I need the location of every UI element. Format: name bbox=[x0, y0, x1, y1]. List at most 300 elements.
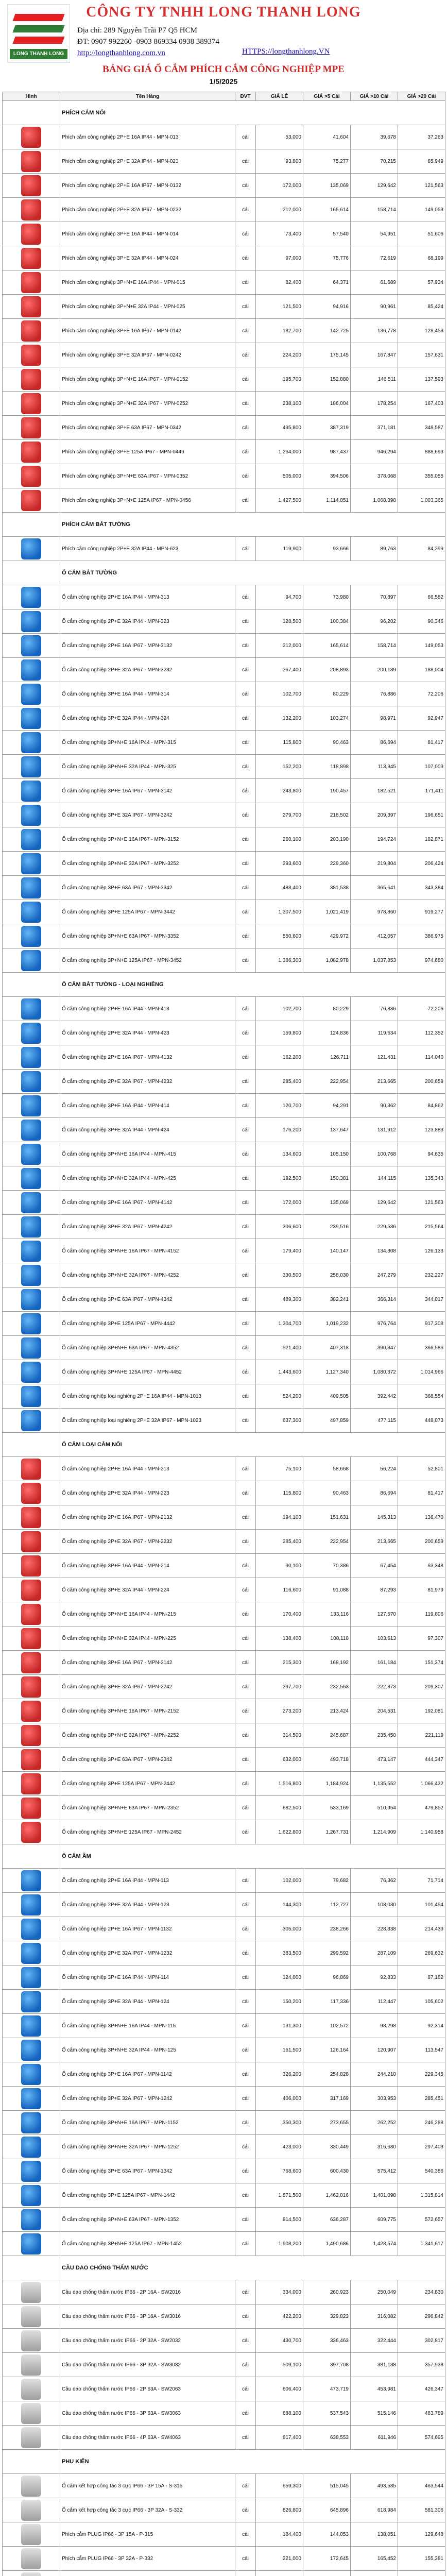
table-row bbox=[3, 1990, 445, 2014]
product-unit: cái bbox=[235, 1602, 256, 1626]
price-5: 190,457 bbox=[303, 779, 351, 803]
price-5: 533,169 bbox=[303, 1796, 351, 1820]
table-row bbox=[3, 755, 445, 779]
price-20: 1,140,958 bbox=[398, 1820, 445, 1844]
price-5: 133,116 bbox=[303, 1602, 351, 1626]
product-unit: cái bbox=[235, 174, 256, 198]
product-image-cell bbox=[3, 1675, 60, 1699]
product-image-cell bbox=[3, 2038, 60, 2062]
price-20: 81,979 bbox=[398, 1578, 445, 1602]
price-5: 80,229 bbox=[303, 997, 351, 1021]
price-10: 134,308 bbox=[351, 1239, 398, 1263]
price-5: 151,631 bbox=[303, 1505, 351, 1530]
product-name: Ổ cắm công nghiệp 3P+N+E 125A IP67 - MPN-4452 bbox=[60, 1360, 235, 1384]
product-image bbox=[21, 781, 41, 802]
price-5: 58,668 bbox=[303, 1457, 351, 1481]
price-retail: 194,100 bbox=[256, 1505, 303, 1530]
price-10: 120,907 bbox=[351, 2038, 398, 2062]
price-retail: 224,200 bbox=[256, 343, 303, 367]
price-10: 250,049 bbox=[351, 2280, 398, 2304]
price-10: 119,634 bbox=[351, 1021, 398, 1045]
product-image-cell bbox=[3, 392, 60, 416]
price-10: 90,362 bbox=[351, 1094, 398, 1118]
product-unit: cái bbox=[235, 924, 256, 948]
price-5: 90,463 bbox=[303, 731, 351, 755]
product-image bbox=[21, 2161, 41, 2182]
price-20: 302,817 bbox=[398, 2329, 445, 2353]
product-image bbox=[21, 1822, 41, 1843]
price-retail: 144,300 bbox=[256, 1893, 303, 1917]
section-row bbox=[3, 1844, 445, 1869]
table-row bbox=[3, 2135, 445, 2159]
product-unit: cái bbox=[235, 2208, 256, 2232]
product-image-cell bbox=[3, 343, 60, 367]
price-5: 222,954 bbox=[303, 1070, 351, 1094]
price-10 bbox=[351, 2571, 398, 2576]
product-image-cell bbox=[3, 2329, 60, 2353]
table-row bbox=[3, 1191, 445, 1215]
product-image bbox=[21, 199, 41, 221]
price-5: 94,916 bbox=[303, 295, 351, 319]
product-image bbox=[21, 1555, 41, 1577]
product-name: Phích cắm công nghiệp 3P+E 16A IP67 - MPN-0142 bbox=[60, 319, 235, 343]
price-5: 429,972 bbox=[303, 924, 351, 948]
product-image-cell bbox=[3, 1893, 60, 1917]
product-image-cell bbox=[3, 270, 60, 295]
table-row bbox=[3, 900, 445, 924]
price-5: 238,266 bbox=[303, 1917, 351, 1941]
product-name: Ổ cắm công nghiệp 3P+E 16A IP44 - MPN-214 bbox=[60, 1554, 235, 1578]
product-image-cell bbox=[3, 2087, 60, 2111]
table-row bbox=[3, 1409, 445, 1433]
price-10: 108,030 bbox=[351, 1893, 398, 1917]
table-row bbox=[3, 2208, 445, 2232]
product-unit: cái bbox=[235, 1675, 256, 1699]
product-image-cell bbox=[3, 948, 60, 973]
product-image bbox=[21, 2476, 41, 2497]
price-10: 200,189 bbox=[351, 658, 398, 682]
product-unit: cái bbox=[235, 198, 256, 222]
price-5: 239,516 bbox=[303, 1215, 351, 1239]
table-row bbox=[3, 537, 445, 561]
product-name: Ổ cắm công nghiệp 3P+N+E 125A IP67 - MPN-3452 bbox=[60, 948, 235, 973]
price-5: 203,190 bbox=[303, 827, 351, 852]
price-retail: 632,000 bbox=[256, 1748, 303, 1772]
price-10: 70,215 bbox=[351, 149, 398, 174]
website-link-1[interactable]: http://longthanhlong.com.vn bbox=[77, 49, 165, 57]
product-image bbox=[21, 1580, 41, 1601]
product-image bbox=[21, 829, 41, 850]
product-name: Phích cắm công nghiệp 3P+E 32A IP44 - MPN-024 bbox=[60, 246, 235, 270]
product-name: Ổ cắm công nghiệp 3P+E 32A IP67 - MPN-4242 bbox=[60, 1215, 235, 1239]
product-image bbox=[21, 2306, 41, 2327]
product-image-cell bbox=[3, 1142, 60, 1166]
price-5: 409,505 bbox=[303, 1384, 351, 1409]
price-5: 645,896 bbox=[303, 2498, 351, 2522]
product-name: Ổ cắm công nghiệp 3P+E 32A IP44 - MPN-424 bbox=[60, 1118, 235, 1142]
product-image bbox=[21, 635, 41, 656]
product-name: Ổ cắm công nghiệp loại nghiêng 2P+E 32A IP67 - MPN-1023 bbox=[60, 1409, 235, 1433]
product-name bbox=[60, 2571, 235, 2576]
price-retail: 94,700 bbox=[256, 585, 303, 609]
price-10: 453,981 bbox=[351, 2377, 398, 2401]
table-row bbox=[3, 2232, 445, 2256]
product-unit: cái bbox=[235, 2401, 256, 2426]
price-5: 1,462,016 bbox=[303, 2183, 351, 2208]
price-20: 343,384 bbox=[398, 876, 445, 900]
product-name: Ổ cắm công nghiệp 3P+N+E 16A IP44 - MPN-215 bbox=[60, 1602, 235, 1626]
section-row bbox=[3, 2256, 445, 2280]
price-10: 473,147 bbox=[351, 1748, 398, 1772]
price-20: 919,277 bbox=[398, 900, 445, 924]
website-link-2[interactable]: HTTPS://longthanhlong.VN bbox=[242, 47, 330, 56]
price-20: 92,947 bbox=[398, 706, 445, 731]
price-retail: 659,300 bbox=[256, 2474, 303, 2498]
product-unit: cái bbox=[235, 731, 256, 755]
product-image-cell bbox=[3, 2111, 60, 2135]
product-image bbox=[21, 1604, 41, 1625]
table-row bbox=[3, 1626, 445, 1651]
product-unit: cái bbox=[235, 2426, 256, 2450]
section-title: PHÍCH CẮM NỔI bbox=[60, 101, 445, 125]
table-row bbox=[3, 2329, 445, 2353]
price-20: 246,288 bbox=[398, 2111, 445, 2135]
product-name: Ổ cắm công nghiệp 3P+E 32A IP44 - MPN-124 bbox=[60, 1990, 235, 2014]
price-10: 316,680 bbox=[351, 2135, 398, 2159]
product-image bbox=[21, 756, 41, 777]
product-image-cell bbox=[3, 2522, 60, 2547]
product-image-cell bbox=[3, 1990, 60, 2014]
price-10: 209,397 bbox=[351, 803, 398, 827]
price-retail: 119,900 bbox=[256, 537, 303, 561]
product-image-cell bbox=[3, 682, 60, 706]
price-5: 102,572 bbox=[303, 2014, 351, 2038]
product-image bbox=[21, 708, 41, 729]
product-image bbox=[21, 2137, 41, 2158]
table-row bbox=[3, 2426, 445, 2450]
price-5: 515,045 bbox=[303, 2474, 351, 2498]
product-image bbox=[21, 2040, 41, 2061]
product-unit: cái bbox=[235, 1166, 256, 1191]
product-image-cell bbox=[3, 900, 60, 924]
price-10: 316,082 bbox=[351, 2304, 398, 2329]
table-row bbox=[3, 1384, 445, 1409]
price-20: 71,714 bbox=[398, 1869, 445, 1893]
product-image-cell bbox=[3, 658, 60, 682]
price-10: 493,585 bbox=[351, 2474, 398, 2498]
product-image-cell bbox=[3, 1263, 60, 1287]
price-20: 97,307 bbox=[398, 1626, 445, 1651]
price-5: 1,021,419 bbox=[303, 900, 351, 924]
product-unit: cái bbox=[235, 1554, 256, 1578]
product-unit: cái bbox=[235, 295, 256, 319]
price-retail: 182,700 bbox=[256, 319, 303, 343]
price-5: 172,645 bbox=[303, 2547, 351, 2571]
product-name: Cầu dao chống thấm nước IP66 - 3P 63A - SW3063 bbox=[60, 2401, 235, 2426]
product-name: Ổ cắm công nghiệp 3P+N+E 32A IP67 - MPN-4252 bbox=[60, 1263, 235, 1287]
product-name: Ổ cắm công nghiệp 3P+E 16A IP44 - MPN-414 bbox=[60, 1094, 235, 1118]
product-name: Ổ cắm công nghiệp 2P+E 16A IP44 - MPN-413 bbox=[60, 997, 235, 1021]
price-20: 917,308 bbox=[398, 1312, 445, 1336]
product-name: Phích cắm công nghiệp 3P+N+E 63A IP67 - MPN-0352 bbox=[60, 464, 235, 488]
product-image-cell bbox=[3, 1481, 60, 1505]
price-10: 477,115 bbox=[351, 1409, 398, 1433]
product-image bbox=[21, 2088, 41, 2109]
price-5: 103,274 bbox=[303, 706, 351, 731]
price-10: 412,057 bbox=[351, 924, 398, 948]
product-unit: cái bbox=[235, 488, 256, 513]
product-image bbox=[21, 1483, 41, 1504]
product-image bbox=[21, 1362, 41, 1383]
table-row bbox=[3, 1820, 445, 1844]
price-10: 611,946 bbox=[351, 2426, 398, 2450]
product-unit: cái bbox=[235, 2329, 256, 2353]
product-unit: cái bbox=[235, 900, 256, 924]
product-unit: cái bbox=[235, 537, 256, 561]
price-10: 946,294 bbox=[351, 440, 398, 464]
price-10: 1,401,098 bbox=[351, 2183, 398, 2208]
table-row bbox=[3, 997, 445, 1021]
product-name: Phích cắm công nghiệp 3P+E 16A IP44 - MPN-014 bbox=[60, 222, 235, 246]
table-row bbox=[3, 1021, 445, 1045]
price-10: 976,764 bbox=[351, 1312, 398, 1336]
price-5: 165,614 bbox=[303, 198, 351, 222]
price-5: 299,592 bbox=[303, 1941, 351, 1965]
price-20: 63,348 bbox=[398, 1554, 445, 1578]
product-image bbox=[21, 2233, 41, 2255]
price-5: 638,553 bbox=[303, 2426, 351, 2450]
product-name: Ổ cắm công nghiệp 2P+E 32A IP44 - MPN-223 bbox=[60, 1481, 235, 1505]
price-20: 126,133 bbox=[398, 1239, 445, 1263]
price-10: 87,293 bbox=[351, 1578, 398, 1602]
product-image-cell bbox=[3, 2183, 60, 2208]
product-name: Ổ cắm công nghiệp 3P+E 32A IP44 - MPN-324 bbox=[60, 706, 235, 731]
price-5: 1,267,731 bbox=[303, 1820, 351, 1844]
price-20: 107,009 bbox=[398, 755, 445, 779]
price-10: 100,768 bbox=[351, 1142, 398, 1166]
price-20: 888,693 bbox=[398, 440, 445, 464]
section-title: PHÍCH CẮM BẮT TƯỜNG bbox=[60, 513, 445, 537]
product-unit: cái bbox=[235, 997, 256, 1021]
price-20: 101,454 bbox=[398, 1893, 445, 1917]
table-row bbox=[3, 2014, 445, 2038]
price-5: 407,318 bbox=[303, 1336, 351, 1360]
price-20: 113,547 bbox=[398, 2038, 445, 2062]
price-retail: 150,200 bbox=[256, 1990, 303, 2014]
price-10: 575,412 bbox=[351, 2159, 398, 2183]
price-retail: 75,100 bbox=[256, 1457, 303, 1481]
product-unit: cái bbox=[235, 1263, 256, 1287]
product-image bbox=[21, 611, 41, 632]
product-unit: cái bbox=[235, 1045, 256, 1070]
table-row bbox=[3, 222, 445, 246]
product-image-cell bbox=[3, 1941, 60, 1965]
product-image bbox=[21, 877, 41, 899]
product-unit: cái bbox=[235, 2111, 256, 2135]
price-retail: 128,500 bbox=[256, 609, 303, 634]
table-row bbox=[3, 416, 445, 440]
price-retail: 1,908,200 bbox=[256, 2232, 303, 2256]
product-name: Ổ cắm công nghiệp 3P+E 125A IP67 - MPN-2442 bbox=[60, 1772, 235, 1796]
product-unit: cái bbox=[235, 367, 256, 392]
price-5: 90,463 bbox=[303, 1481, 351, 1505]
product-name: Ổ cắm công nghiệp 3P+E 16A IP67 - MPN-1142 bbox=[60, 2062, 235, 2087]
product-unit: cái bbox=[235, 1820, 256, 1844]
price-20: 112,352 bbox=[398, 1021, 445, 1045]
price-5: 1,114,851 bbox=[303, 488, 351, 513]
price-10: 131,912 bbox=[351, 1118, 398, 1142]
table-row bbox=[3, 1336, 445, 1360]
company-address: Địa chỉ: 289 Nguyễn Trãi P7 Q5 HCM bbox=[77, 26, 197, 35]
product-name: Ổ cắm công nghiệp 3P+N+E 125A IP67 - MPN-1452 bbox=[60, 2232, 235, 2256]
price-20: 136,470 bbox=[398, 1505, 445, 1530]
price-10: 127,570 bbox=[351, 1602, 398, 1626]
product-name: Ổ cắm công nghiệp 3P+E 32A IP44 - MPN-224 bbox=[60, 1578, 235, 1602]
product-name: Ổ cắm công nghiệp 2P+E 16A IP44 - MPN-313 bbox=[60, 585, 235, 609]
price-retail: 260,100 bbox=[256, 827, 303, 852]
product-image-cell bbox=[3, 440, 60, 464]
product-image bbox=[21, 587, 41, 608]
price-5: 222,954 bbox=[303, 1530, 351, 1554]
price-20: 129,648 bbox=[398, 2522, 445, 2547]
table-row bbox=[3, 1360, 445, 1384]
product-image bbox=[21, 2209, 41, 2230]
product-unit: cái bbox=[235, 270, 256, 295]
table-row bbox=[3, 2038, 445, 2062]
price-10: 235,450 bbox=[351, 1723, 398, 1748]
price-5: 208,893 bbox=[303, 658, 351, 682]
product-unit: cái bbox=[235, 1239, 256, 1263]
col-unit: ĐVT bbox=[235, 92, 256, 101]
price-10: 56,224 bbox=[351, 1457, 398, 1481]
price-20: 214,439 bbox=[398, 1917, 445, 1941]
price-retail: 521,400 bbox=[256, 1336, 303, 1360]
table-row bbox=[3, 803, 445, 827]
section-row bbox=[3, 513, 445, 537]
table-row bbox=[3, 2353, 445, 2377]
price-retail: 330,500 bbox=[256, 1263, 303, 1287]
document-date: 1/5/2025 bbox=[209, 77, 238, 86]
product-unit: cái bbox=[235, 1578, 256, 1602]
product-image bbox=[21, 2427, 41, 2448]
product-name: Phích cắm công nghiệp 3P+N+E 32A IP44 - MPN-025 bbox=[60, 295, 235, 319]
price-5: 168,192 bbox=[303, 1651, 351, 1675]
table-row bbox=[3, 2522, 445, 2547]
product-name: Phích cắm công nghiệp 3P+N+E 16A IP67 - MPN-0152 bbox=[60, 367, 235, 392]
price-retail: 124,000 bbox=[256, 1965, 303, 1990]
price-5: 336,463 bbox=[303, 2329, 351, 2353]
product-unit: cái bbox=[235, 1651, 256, 1675]
price-20: 463,544 bbox=[398, 2474, 445, 2498]
price-retail: 814,500 bbox=[256, 2208, 303, 2232]
price-5: 126,711 bbox=[303, 1045, 351, 1070]
table-row bbox=[3, 1118, 445, 1142]
product-name: Ổ cắm công nghiệp 2P+E 32A IP44 - MPN-423 bbox=[60, 1021, 235, 1045]
product-image bbox=[21, 1652, 41, 1673]
price-20: 155,381 bbox=[398, 2547, 445, 2571]
price-10: 136,778 bbox=[351, 319, 398, 343]
product-name: Ổ cắm công nghiệp 2P+E 16A IP67 - MPN-3132 bbox=[60, 634, 235, 658]
table-row bbox=[3, 779, 445, 803]
price-10: 76,362 bbox=[351, 1869, 398, 1893]
company-phone: ĐT: 0907 992260 -0903 869334 0938 389374 bbox=[77, 38, 219, 46]
product-image-cell bbox=[3, 827, 60, 852]
price-10: 54,951 bbox=[351, 222, 398, 246]
price-5: 387,319 bbox=[303, 416, 351, 440]
price-retail: 90,100 bbox=[256, 1554, 303, 1578]
price-10: 303,953 bbox=[351, 2087, 398, 2111]
section-title: Ổ CẮM ÂM bbox=[60, 1844, 445, 1869]
price-10: 322,444 bbox=[351, 2329, 398, 2353]
product-name: Ổ cắm công nghiệp 3P+N+E 63A IP67 - MPN-4352 bbox=[60, 1336, 235, 1360]
product-image-cell bbox=[3, 924, 60, 948]
product-image-cell bbox=[3, 1554, 60, 1578]
price-20: 51,606 bbox=[398, 222, 445, 246]
price-retail: 238,100 bbox=[256, 392, 303, 416]
table-row bbox=[3, 319, 445, 343]
price-retail: 53,000 bbox=[256, 125, 303, 149]
price-10: 113,945 bbox=[351, 755, 398, 779]
price-10: 112,447 bbox=[351, 1990, 398, 2014]
product-unit: cái bbox=[235, 803, 256, 827]
product-name: Ổ cắm công nghiệp 3P+E 63A IP67 - MPN-3342 bbox=[60, 876, 235, 900]
price-retail: 495,800 bbox=[256, 416, 303, 440]
price-5: 258,030 bbox=[303, 1263, 351, 1287]
price-retail: 285,400 bbox=[256, 1070, 303, 1094]
price-retail: 273,200 bbox=[256, 1699, 303, 1723]
price-10: 213,665 bbox=[351, 1530, 398, 1554]
product-image bbox=[21, 2112, 41, 2133]
price-5: 636,287 bbox=[303, 2208, 351, 2232]
table-row bbox=[3, 1530, 445, 1554]
product-name: Ổ cắm công nghiệp 3P+N+E 63A IP67 - MPN-1352 bbox=[60, 2208, 235, 2232]
price-10: 158,714 bbox=[351, 198, 398, 222]
product-name: Phích cắm công nghiệp 3P+N+E 125A IP67 - MPN-0456 bbox=[60, 488, 235, 513]
product-image-cell bbox=[3, 1191, 60, 1215]
product-unit: cái bbox=[235, 1772, 256, 1796]
section-image-cell bbox=[3, 513, 60, 537]
table-row bbox=[3, 852, 445, 876]
product-image bbox=[21, 1216, 41, 1238]
price-5: 497,859 bbox=[303, 1409, 351, 1433]
logo-label: LONG THANH LONG bbox=[10, 49, 67, 59]
product-unit: cái bbox=[235, 948, 256, 973]
table-row bbox=[3, 392, 445, 416]
product-image bbox=[21, 1773, 41, 1794]
product-name: Cầu dao chống thấm nước IP66 - 3P 16A - SW3016 bbox=[60, 2304, 235, 2329]
price-5: 381,538 bbox=[303, 876, 351, 900]
table-row bbox=[3, 270, 445, 295]
table-row bbox=[3, 2401, 445, 2426]
product-unit: cái bbox=[235, 682, 256, 706]
product-image bbox=[21, 1798, 41, 1819]
product-image-cell bbox=[3, 1820, 60, 1844]
product-image-cell bbox=[3, 1796, 60, 1820]
price-5: 150,381 bbox=[303, 1166, 351, 1191]
table-row bbox=[3, 2159, 445, 2183]
price-20: 368,554 bbox=[398, 1384, 445, 1409]
product-name: Ổ cắm công nghiệp 3P+N+E 16A IP67 - MPN-1152 bbox=[60, 2111, 235, 2135]
document-title: BẢNG GIÁ Ổ CẮM PHÍCH CẮM CÔNG NGHIỆP MPE bbox=[102, 64, 345, 75]
product-unit: cái bbox=[235, 319, 256, 343]
product-image-cell bbox=[3, 2571, 60, 2576]
price-10: 98,298 bbox=[351, 2014, 398, 2038]
price-retail: 221,000 bbox=[256, 2547, 303, 2571]
price-10: 213,665 bbox=[351, 1070, 398, 1094]
product-image-cell bbox=[3, 367, 60, 392]
price-20: 221,119 bbox=[398, 1723, 445, 1748]
product-unit: cái bbox=[235, 1215, 256, 1239]
